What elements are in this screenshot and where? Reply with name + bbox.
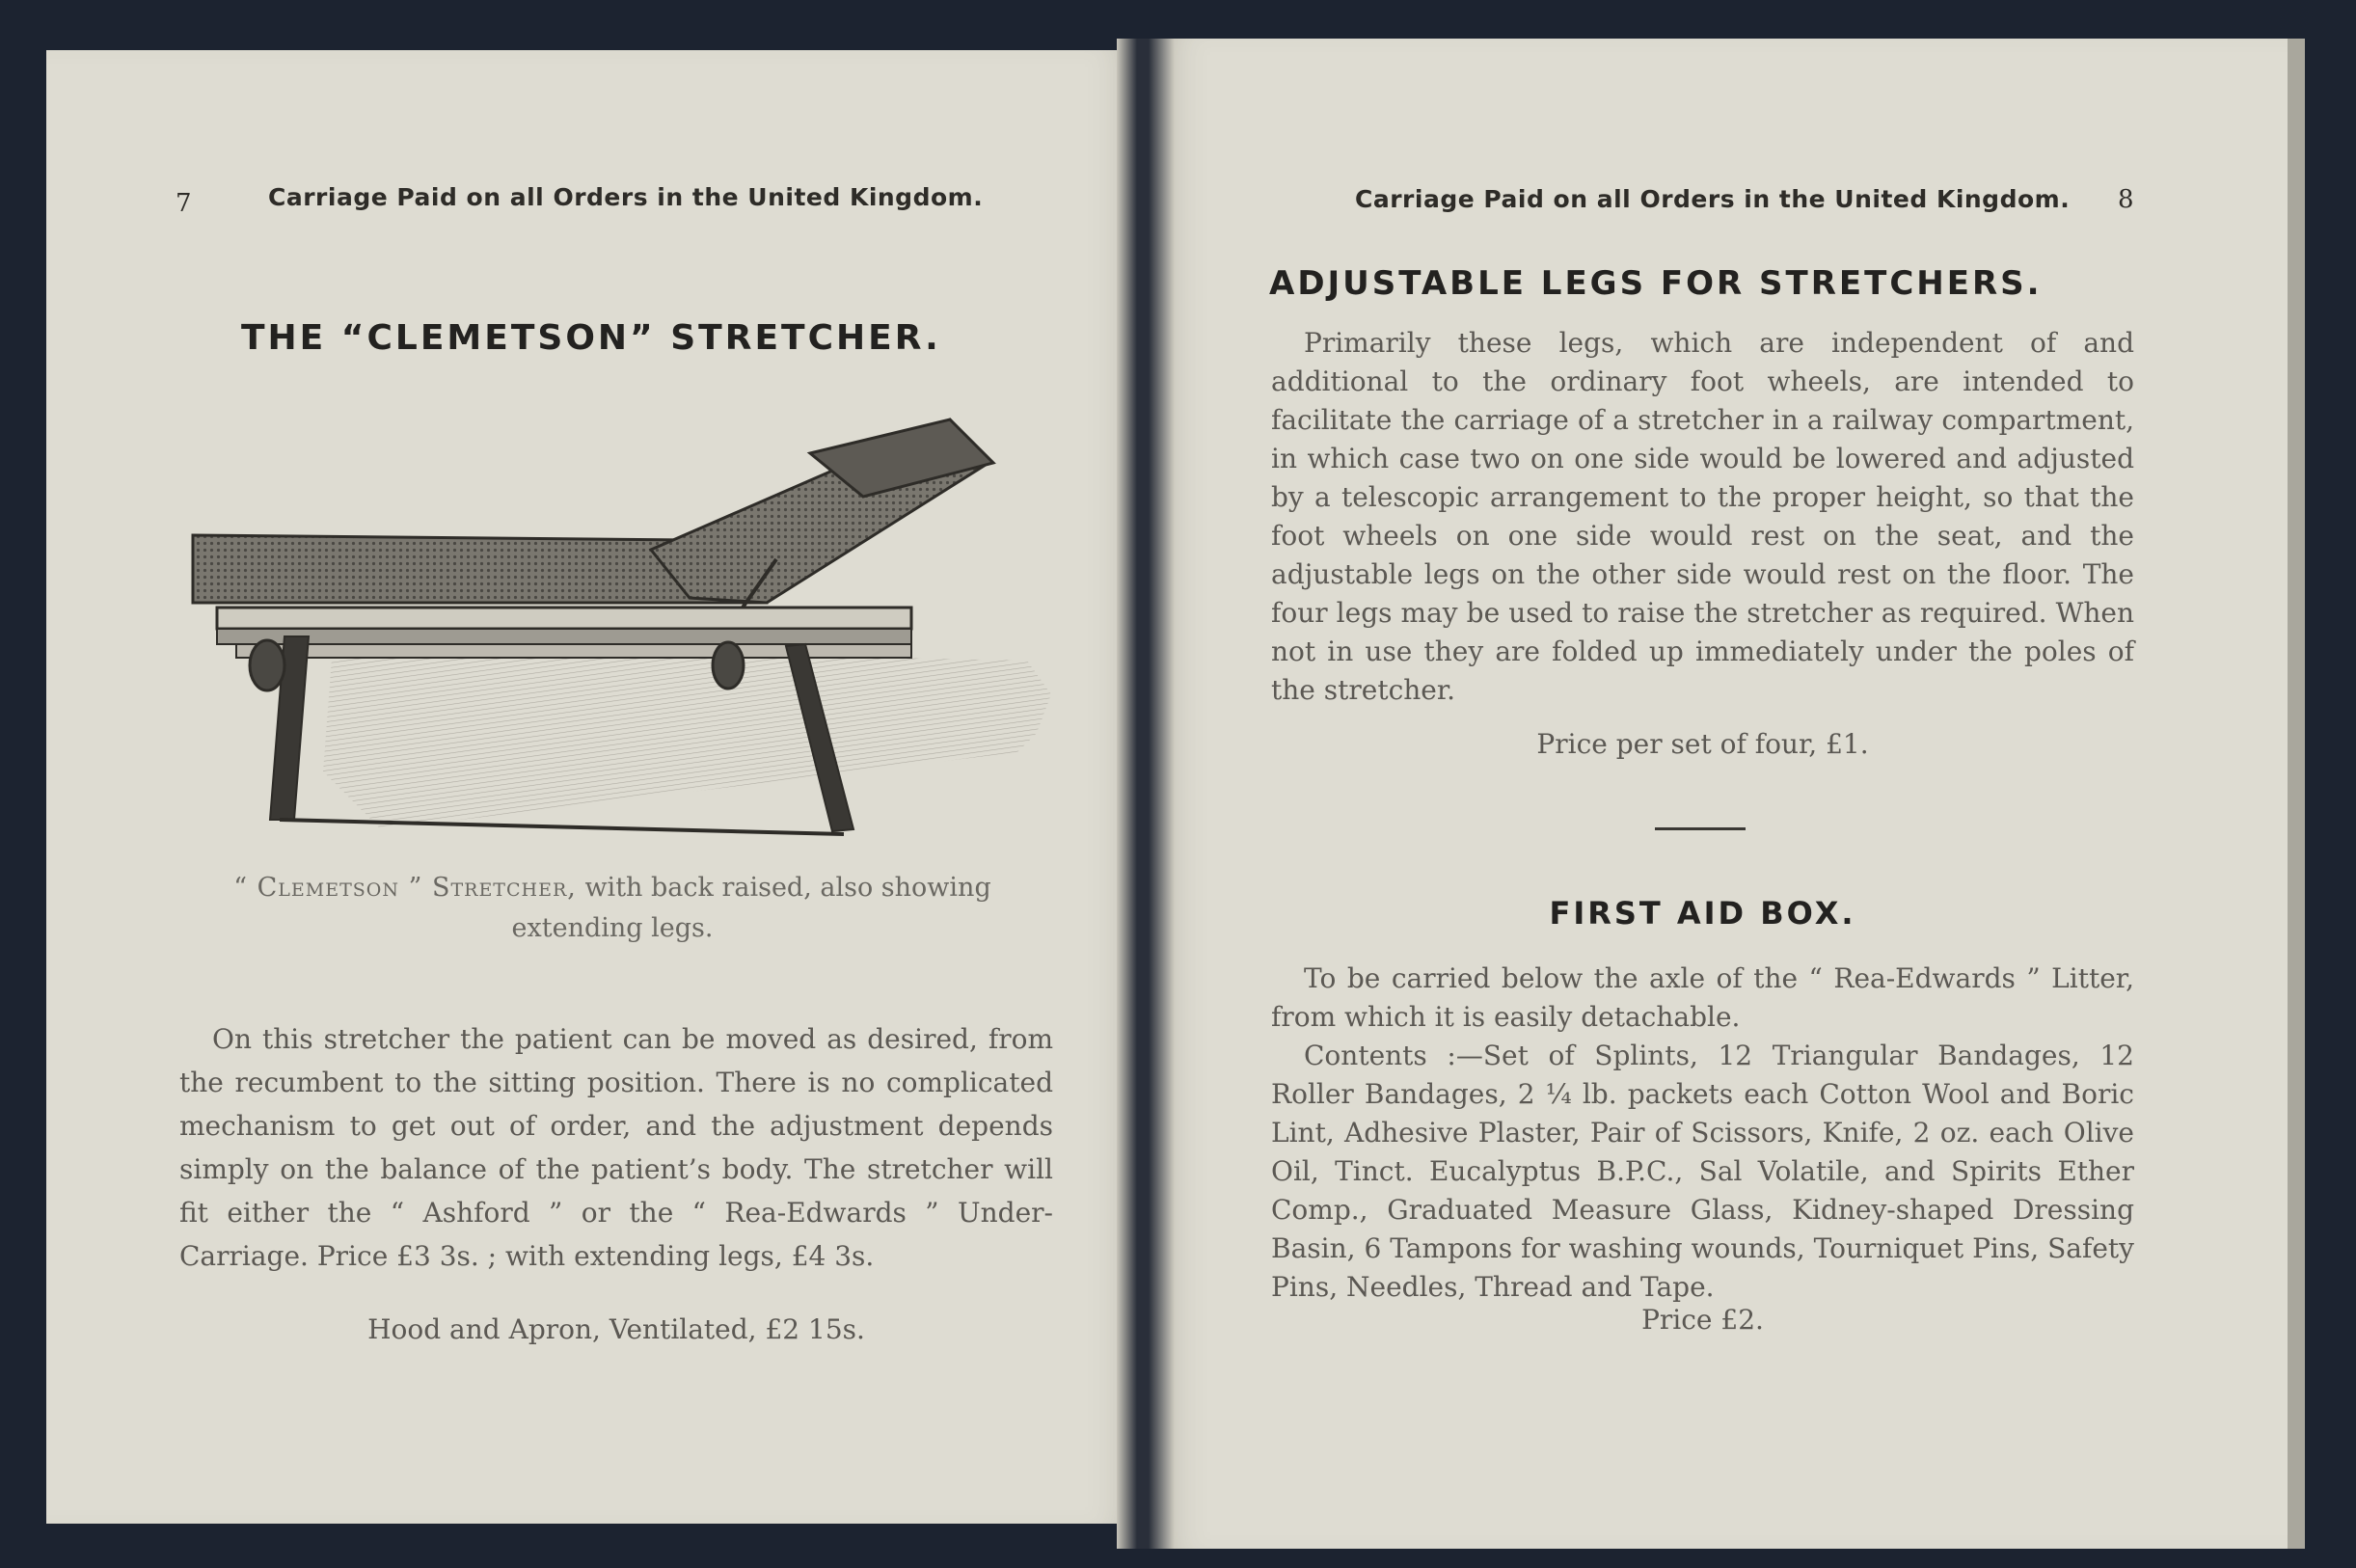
running-header-left: Carriage Paid on all Orders in the United Kingdom. [268,183,984,211]
running-header-right: Carriage Paid on all Orders in the United Kingdom. [1355,185,2071,213]
stretcher-title: THE “CLEMETSON” STRETCHER. [241,318,941,358]
stretcher-engraving-icon [188,405,1056,849]
book-gutter [1117,39,1175,1549]
page-number-left: 7 [176,189,192,218]
hood-apron-price: Hood and Apron, Ventilated, £2 15s. [367,1313,865,1345]
first-aid-box-price: Price £2. [1641,1304,1764,1336]
adjustable-legs-price: Price per set of four, £1. [1536,728,1869,760]
page-edge [2288,39,2305,1549]
first-aid-box-intro: To be carried below the axle of the “ Rea-Edwards ” Litter, from which it is easily detachable. [1271,962,2134,1033]
page-number-right: 8 [2118,185,2134,214]
caption-name: “ Clemetson ” Stretcher, [233,873,577,903]
section-divider [1655,827,1746,830]
caption-text: with back raised, also showing extending legs. [511,873,991,943]
adjustable-legs-description: Primarily these legs, which are independent of and additional to the ordinary foot wheels, are intended to facilitate the carriage of a stretcher in a railway compartment, in which case two on one side would be lowered and adjusted by a telescopic arrangement to the proper height, so that the foot wheels on one side would rest on the seat, and the adjustable legs on the other side would rest on the floor. The four legs may be used to raise the stretcher as required. When not in use they are folded up immediately under the poles of the stretcher. [1271,327,2134,706]
first-aid-box-title: FIRST AID BOX. [1549,895,1856,932]
first-aid-box-contents: Contents :—Set of Splints, 12 Triangular Bandages, 12 Roller Bandages, 2 ¼ lb. packets each Cotton Wool and Boric Lint, Adhesive Plaster, Pair of Scissors, Knife, 2 oz. each Olive Oil, Tinct. Eucalyptus B.P.C., Sal Volatile, and Spirits Ether Comp., Graduated Measure Glass, Kidney-shaped Dressing Basin, 6 Tampons for washing wounds, Tourniquet Pins, Safety Pins, Needles, Thread and Tape. [1271,1040,2134,1303]
illustration-caption [164,868,1061,949]
adjustable-legs-title: ADJUSTABLE LEGS FOR STRETCHERS. [1269,264,2043,303]
stretcher-description: On this stretcher the patient can be moved as desired, from the recumbent to the sitting position. There is no complicated mechanism to get out of order, and the adjustment depends simply on the balance of the patient’s body. The stretcher will fit either the “ Ashford ” or the “ Rea-Edwards ” Under-Carriage. Price £3 3s. ; with extending legs, £4 3s. [179,1023,1053,1272]
